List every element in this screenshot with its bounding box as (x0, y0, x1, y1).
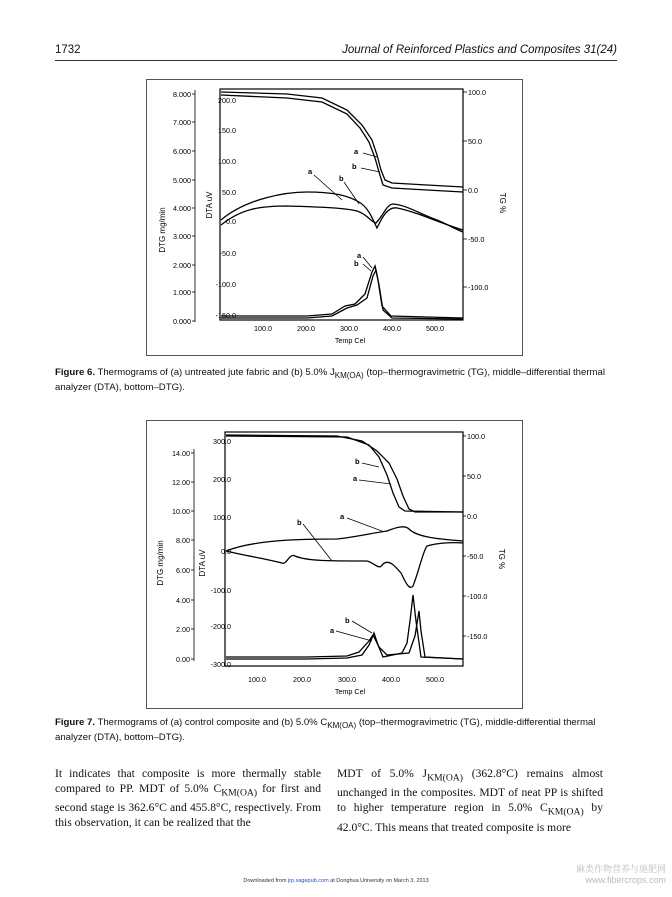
dtg-tick: 2.00 (176, 625, 190, 634)
tg-tick: -50.0 (468, 235, 485, 244)
dtg-curve-a (221, 270, 463, 319)
curve-label: b (352, 162, 357, 171)
dta-tick: -50.0 (219, 249, 236, 258)
dta-tick: 200.0 (213, 475, 231, 484)
page-number: 1732 (55, 44, 81, 56)
figure-7-caption: Figure 7. Thermograms of (a) control composite and (b) 5.0% $C_{KM(OA)}$ (top–thermogravimetric (TG), middle-differential thermal analyzer (DTA), bottom–DTG). (55, 717, 596, 744)
curve-label: a (330, 626, 335, 635)
source-link[interactable]: jrp.sagepub.com (287, 878, 329, 884)
curve-label: a (357, 251, 362, 260)
body-paragraph: MDT of 5.0% $J_{KM(OA)}$ (362.8°C) remains almost unchanged in the composites. MDT of neat PP is shifted to higher temperature region in 5.0% $C_{KM(OA)}$ by 42.0°C. This means that treated composite is more (337, 767, 604, 834)
dta-tick: 300.0 (213, 437, 231, 446)
dtg-tick: 10.00 (172, 507, 190, 516)
dta-tick: -200.0 (210, 622, 231, 631)
dtg-tick: 2.000 (173, 261, 191, 270)
dtg-tick: 0.000 (173, 317, 191, 326)
tg-tick: 0.0 (467, 512, 477, 521)
tg-tick: 50.0 (467, 472, 481, 481)
dta-tick: -300.0 (210, 660, 231, 669)
x-tick: 400.0 (382, 675, 400, 684)
tg-tick: 50.0 (468, 137, 482, 146)
tg-tick: -100.0 (468, 283, 489, 292)
dtg-tick: 4.00 (176, 596, 190, 605)
curve-label: a (340, 512, 345, 521)
dta-tick: -150.0 (215, 311, 236, 320)
dta-axis-label: DTA uV (198, 549, 207, 577)
figure-6-plot (147, 80, 522, 355)
dta-tick: 50.0 (222, 188, 236, 197)
dta-tick: 0.0 (221, 547, 231, 556)
dta-curve-b (221, 204, 463, 232)
dta-axis-label: DTA uV (205, 191, 214, 219)
dtg-tick: 8.00 (176, 536, 190, 545)
x-tick: 300.0 (340, 324, 358, 333)
figure-7-plot (147, 421, 522, 708)
dta-curve-b (226, 543, 463, 588)
tg-tick: 0.0 (468, 186, 478, 195)
figure-7-label: Figure 7. (55, 717, 95, 728)
x-tick: 200.0 (297, 324, 315, 333)
curve-label: b (339, 174, 344, 183)
curve-label: a (354, 147, 359, 156)
x-tick: 100.0 (254, 324, 272, 333)
body-paragraph: It indicates that composite is more thermally stable compared to PP. MDT of 5.0% $C_{KM(OA)}$ for first and second stage is 362.6°C and 455.8°C, respectively. From this observation, it can be realized that the (55, 767, 321, 830)
x-tick: 500.0 (426, 675, 444, 684)
dtg-curve-b (226, 595, 463, 659)
dtg-tick: 6.000 (173, 147, 191, 156)
running-header (55, 44, 617, 61)
tg-tick: -50.0 (467, 552, 484, 561)
curve-label: a (353, 474, 358, 483)
x-tick: 500.0 (426, 324, 444, 333)
dtg-tick: 6.00 (176, 566, 190, 575)
dta-curve-a (221, 192, 463, 230)
tg-axis-label: TG % (497, 548, 506, 570)
figure-6-caption: Figure 6. Thermograms of (a) untreated jute fabric and (b) 5.0% $J_{KM(OA)}$ (top–thermogravimetric (TG), middle–differential thermal analyzer (DTA), bottom–DTG). (55, 367, 606, 394)
curve-label: b (355, 457, 360, 466)
x-axis-label: Temp Cel (334, 336, 366, 345)
dta-tick: -100.0 (215, 280, 236, 289)
x-tick: 300.0 (338, 675, 356, 684)
tg-tick: 100.0 (468, 88, 486, 97)
x-axis-label: Temp Cel (334, 687, 366, 696)
dtg-tick: 12.00 (172, 478, 190, 487)
journal-title: Journal of Reinforced Plastics and Composites 31(24) (342, 44, 617, 56)
download-footer: Downloaded from jrp.sagepub.com at Donghua University on March 3, 2013 (243, 878, 429, 884)
dta-tick: 100.0 (218, 157, 236, 166)
tg-axis-label: TG % (498, 192, 507, 214)
dtg-tick: 3.000 (173, 232, 191, 241)
dtg-axis-label: DTG mg/min (158, 207, 167, 253)
dtg-tick: 8.000 (173, 90, 191, 99)
tg-tick: -100.0 (467, 592, 488, 601)
tg-tick: -150.0 (467, 632, 488, 641)
dtg-tick: 0.00 (176, 655, 190, 664)
watermark: 麻类作物营养与施肥网 www.fibercrops.com (575, 864, 666, 885)
x-tick: 100.0 (248, 675, 266, 684)
tg-curve-a (226, 435, 463, 512)
dtg-tick: 4.000 (173, 204, 191, 213)
curve-label: b (297, 518, 302, 527)
dta-tick: -100.0 (210, 586, 231, 595)
dtg-axis-label: DTG mg/min (156, 540, 165, 586)
tg-tick: 100.0 (467, 432, 485, 441)
x-tick: 200.0 (293, 675, 311, 684)
curve-label: b (354, 259, 359, 268)
figure-7 (146, 420, 523, 709)
dta-tick: 0.0 (226, 217, 236, 226)
dta-curve-a (226, 527, 463, 551)
tg-curve-a (221, 92, 463, 187)
body-column-right (337, 766, 603, 835)
curve-label: a (308, 167, 313, 176)
dtg-tick: 1.000 (173, 288, 191, 297)
figure-6 (146, 79, 523, 356)
figure-6-label: Figure 6. (55, 367, 95, 378)
dtg-tick: 7.000 (173, 118, 191, 127)
dta-tick: 200.0 (218, 96, 236, 105)
dta-tick: 150.0 (218, 126, 236, 135)
dtg-tick: 5.000 (173, 176, 191, 185)
body-column-left (55, 766, 321, 830)
dtg-tick: 14.00 (172, 449, 190, 458)
dta-tick: 100.0 (213, 513, 231, 522)
tg-curve-b (226, 436, 463, 512)
curve-label: b (345, 616, 350, 625)
x-tick: 400.0 (383, 324, 401, 333)
